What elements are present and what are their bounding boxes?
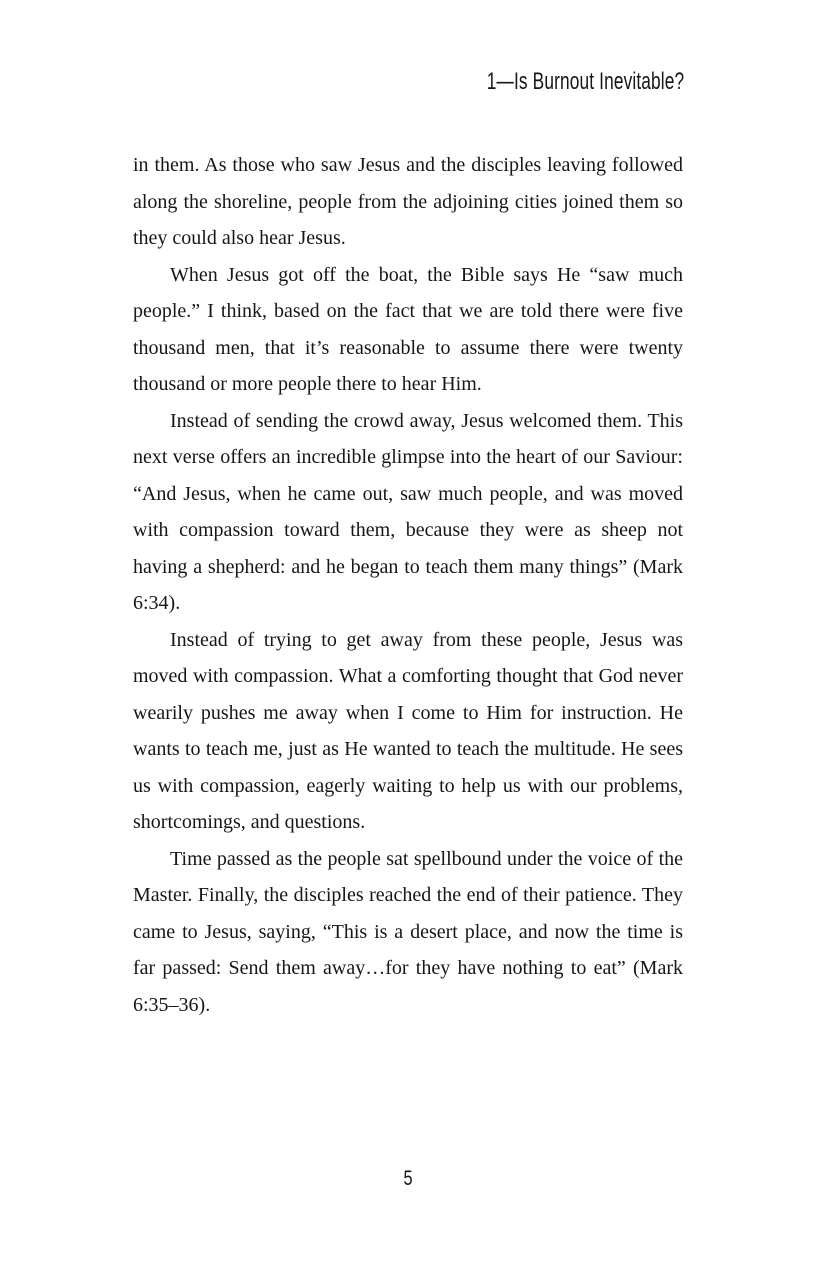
body-paragraph: Instead of sending the crowd away, Jesus welcomed them. This next verse offers an incredible glimpse into the heart of our Saviour: “And Jesus, when he came out, saw much people, and was moved with compassion toward them, because they were as sheep not having a shepherd: and he began to teach them many things” (Mark 6:34). (133, 409, 683, 614)
body-paragraph: Instead of trying to get away from these people, Jesus was moved with compassion. What a comforting thought that God never wearily pushes me away when I come to Him for instruction. He wants to teach me, just as He wanted to teach the multitude. He sees us with compassion, eagerly waiting to help us with our problems, shortcomings, and questions. (133, 628, 683, 833)
running-header: 1—Is Burnout Inevitable? (486, 68, 684, 95)
body-paragraph: Time passed as the people sat spellbound under the voice of the Master. Finally, the disciples reached the end of their patience. They came to Jesus, saying, “This is a desert place, and now the time is far passed: Send them away…for they have nothing to eat” (Mark 6:35–36). (133, 847, 683, 1016)
body-paragraph: in them. As those who saw Jesus and the disciples leaving followed along the shoreline, people from the adjoining cities joined them so they could also hear Jesus. (133, 154, 683, 249)
page-number: 5 (403, 1167, 413, 1190)
body-text (133, 147, 683, 1023)
body-paragraph: When Jesus got off the boat, the Bible says He “saw much people.” I think, based on the fact that we are told there were five thousand men, that it’s reasonable to assume there were twenty thousand or more people there to hear Him. (133, 263, 683, 395)
